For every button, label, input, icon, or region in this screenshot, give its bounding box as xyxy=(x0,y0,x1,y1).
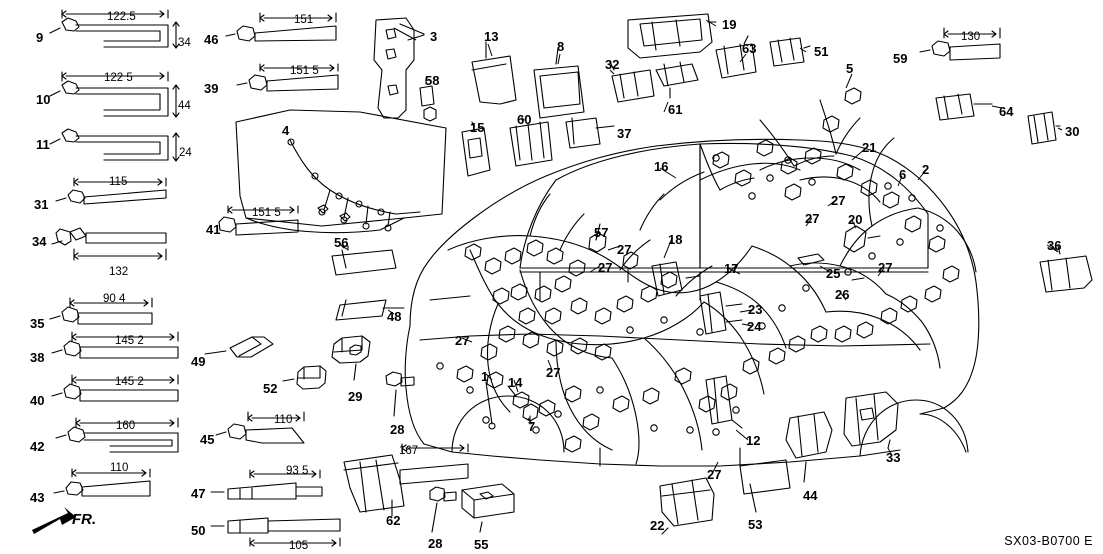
callout-number: 6 xyxy=(899,167,907,182)
callout-number: 13 xyxy=(484,29,499,44)
dimension-value: 90 4 xyxy=(103,293,126,305)
callout-number: 41 xyxy=(206,222,221,237)
callout-number: 28 xyxy=(428,536,443,551)
drawing-number: SX03-B0700 E xyxy=(1004,534,1093,548)
dimension-value: 167 xyxy=(399,445,419,457)
callout-number: 28 xyxy=(390,422,405,437)
dimension-value: 151 5 xyxy=(252,207,281,219)
callout-number: 7 xyxy=(528,419,536,434)
dimension-value: 34 xyxy=(178,37,191,49)
dimension-value: 160 xyxy=(116,420,136,432)
callout-number: 63 xyxy=(742,41,757,56)
callout-number: 30 xyxy=(1065,124,1080,139)
callout-number: 12 xyxy=(746,433,761,448)
callout-number: 61 xyxy=(668,102,683,117)
callout-number: 38 xyxy=(30,350,45,365)
callout-number: 39 xyxy=(204,81,219,96)
callout-number: 17 xyxy=(724,261,739,276)
callout-number: 43 xyxy=(30,490,45,505)
dimension-value: 151 5 xyxy=(290,65,319,77)
callout-number: 56 xyxy=(334,235,349,250)
callout-number: 21 xyxy=(862,140,877,155)
dimension-value: 145 2 xyxy=(115,376,144,388)
callout-number: 10 xyxy=(36,92,51,107)
dimension-value: 145 2 xyxy=(115,335,144,347)
callout-number: 32 xyxy=(605,57,620,72)
callout-number: 25 xyxy=(826,266,841,281)
callout-number: 24 xyxy=(747,319,762,334)
callout-number: 27 xyxy=(546,365,561,380)
front-direction-label: FR. xyxy=(72,511,97,528)
callout-number: 27 xyxy=(805,211,820,226)
callout-number: 5 xyxy=(846,61,854,76)
callout-number: 23 xyxy=(748,302,763,317)
dimension-value: 122.5 xyxy=(107,11,136,23)
callout-number: 8 xyxy=(557,39,565,54)
callout-number: 27 xyxy=(831,193,846,208)
callout-number: 27 xyxy=(598,260,613,275)
callout-number: 20 xyxy=(848,212,863,227)
callout-number: 26 xyxy=(835,287,850,302)
callout-number: 16 xyxy=(654,159,669,174)
dimension-value: 122 5 xyxy=(104,72,133,84)
callout-number: 50 xyxy=(191,523,206,538)
callout-number: 11 xyxy=(36,137,50,152)
callout-number: 62 xyxy=(386,513,401,528)
callout-number: 9 xyxy=(36,30,44,45)
dimension-value: 93 5 xyxy=(286,465,309,477)
callout-number: 57 xyxy=(594,225,609,240)
callout-number: 49 xyxy=(191,354,206,369)
callout-number: 2 xyxy=(922,162,930,177)
dimension-value: 24 xyxy=(179,147,192,159)
dimension-value: 115 xyxy=(109,176,128,188)
callout-number: 22 xyxy=(650,518,665,533)
callout-number: 60 xyxy=(517,112,532,127)
callout-number: 42 xyxy=(30,439,45,454)
dimension-value: 132 xyxy=(109,266,129,278)
callout-number: 55 xyxy=(474,537,489,552)
callout-number: 29 xyxy=(348,389,363,404)
callout-number: 1 xyxy=(481,369,489,384)
dimension-value: 110 xyxy=(110,462,129,474)
callout-number: 27 xyxy=(707,467,722,482)
callout-number: 27 xyxy=(878,260,893,275)
dimension-value: 151 xyxy=(294,14,314,26)
callout-number: 33 xyxy=(886,450,901,465)
callout-number: 45 xyxy=(200,432,215,447)
callout-number: 27 xyxy=(617,242,632,257)
callout-number: 44 xyxy=(803,488,818,503)
callout-number: 48 xyxy=(387,309,402,324)
callout-number: 14 xyxy=(508,375,523,390)
callout-number: 51 xyxy=(814,44,829,59)
dimension-value: 110 xyxy=(274,414,293,426)
callout-number: 27 xyxy=(455,333,470,348)
callout-number: 58 xyxy=(425,73,440,88)
callout-number: 36 xyxy=(1047,238,1062,253)
callout-number: 37 xyxy=(617,126,632,141)
callout-number: 52 xyxy=(263,381,278,396)
callout-number: 46 xyxy=(204,32,219,47)
callout-number: 18 xyxy=(668,232,683,247)
callout-number: 31 xyxy=(34,197,49,212)
dimension-value: 105 xyxy=(289,540,309,552)
callout-number: 53 xyxy=(748,517,763,532)
callout-number: 4 xyxy=(282,123,290,138)
callout-number: 3 xyxy=(430,29,438,44)
callout-number: 35 xyxy=(30,316,45,331)
callout-number: 15 xyxy=(470,120,485,135)
callout-number: 40 xyxy=(30,393,45,408)
callout-number: 59 xyxy=(893,51,908,66)
callout-number: 34 xyxy=(32,234,47,249)
callout-number: 64 xyxy=(999,104,1014,119)
dimension-value: 130 xyxy=(961,31,981,43)
dimension-value: 44 xyxy=(178,100,191,112)
callout-number: 19 xyxy=(722,17,737,32)
callout-number: 47 xyxy=(191,486,206,501)
